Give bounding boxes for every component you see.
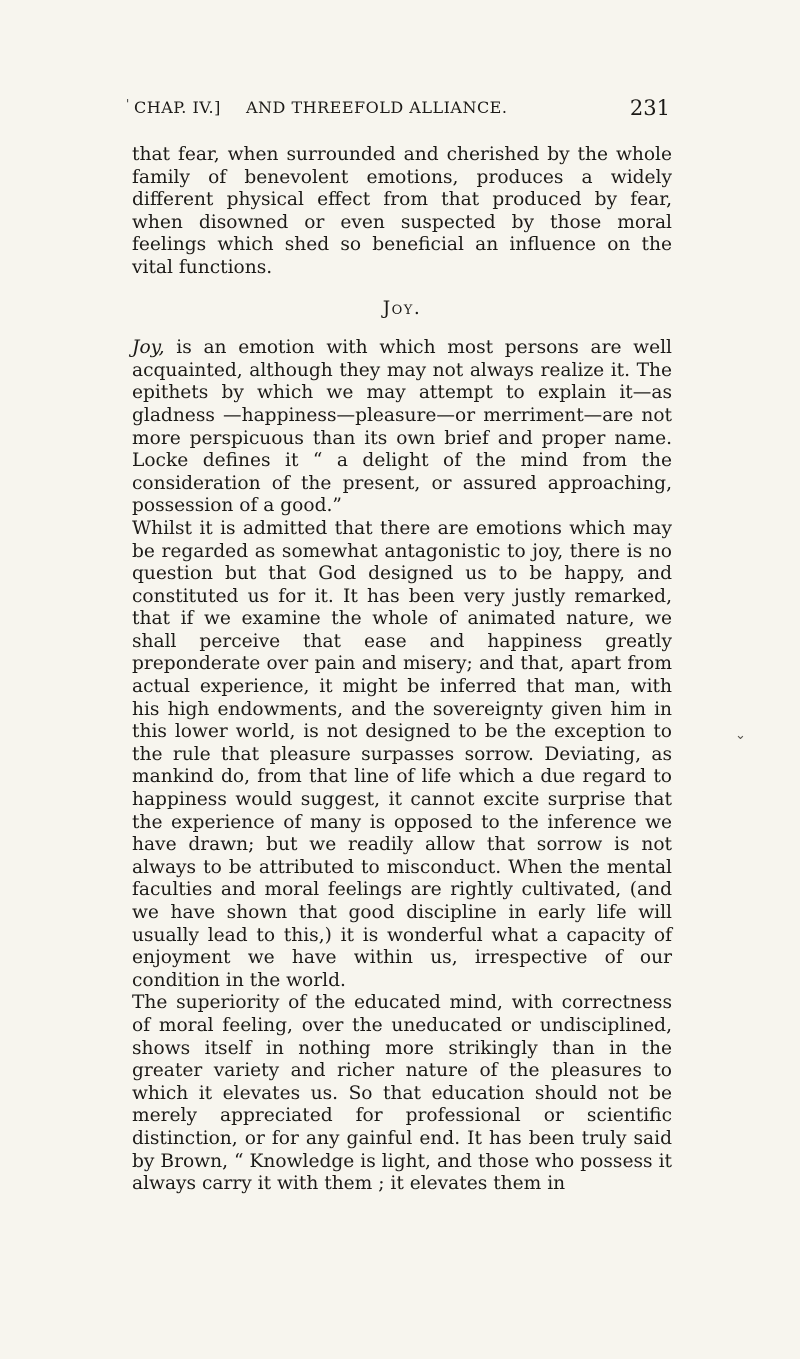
page-number: 231	[629, 96, 670, 120]
section-heading: Joy.	[382, 297, 422, 319]
joy-paragraph	[132, 337, 672, 518]
body-text	[132, 144, 672, 1196]
opening-paragraph: that fear, when surrounded and cherished by the whole family of benevolent emotions, produces a widely different physical effect from that produced by fear, when disowned or even suspected by those moral feelings which shed so beneficial an influence on the vital functions.	[132, 144, 672, 278]
running-title: AND THREEFOLD ALLIANCE.	[246, 98, 508, 117]
page-mark: '	[126, 97, 130, 111]
paragraph-3: The superiority of the educated mind, with correctness of moral feeling, over the uneducated or undisciplined, shows itself in nothing more strikingly than in the greater variety and richer nature of the pleasures to which it elevates us. So that education should not be merely appreciated for professional or scientific distinction, or for any gainful end. It has been truly said by Brown, “ Knowledge is light, and those who possess it always carry it with them ; it elevates them in	[132, 992, 672, 1195]
joy-lead: Joy,	[132, 337, 165, 359]
paragraph-2: Whilst it is admitted that there are emotions which may be regarded as somewhat antagonistic to joy, there is no question but that God designed us to be happy, and constituted us for it. It has been very justly remarked, that if we examine the whole of animated nature, we shall perceive that ease and happiness greatly preponderate over pain and misery; and that, apart from actual experience, it might be inferred that man, with his high endowments, and the sovereignty given him in this lower world, is not designed to be the exception to the rule that pleasure surpasses sorrow. Deviating, as mankind do, from that line of life which a due regard to happiness would suggest, it cannot excite surprise that the experience of many is opposed to the inference we have drawn; but we readily allow that sorrow is not always to be attributed to misconduct. When the mental faculties and moral feelings are rightly cultivated, (and we have shown that good discipline in early life will usually lead to this,) it is wonderful what a capacity of enjoyment we have within us, irrespective of our condition in the world.	[132, 517, 672, 991]
running-head	[134, 98, 670, 124]
joy-paragraph-text: is an emotion with which most persons are well acquainted, although they may not always realize it. The epithets by which we may attempt to explain it—as gladness —happiness—pleasure—or merriment—are not more perspicuous than its own brief and proper name. Locke defines it “ a delight of the mind from the consideration of the present, or assured approaching, possession of a good.”	[132, 337, 672, 517]
margin-mark: ⌄	[735, 728, 746, 743]
chapter-label: CHAP. IV.]	[134, 98, 221, 117]
